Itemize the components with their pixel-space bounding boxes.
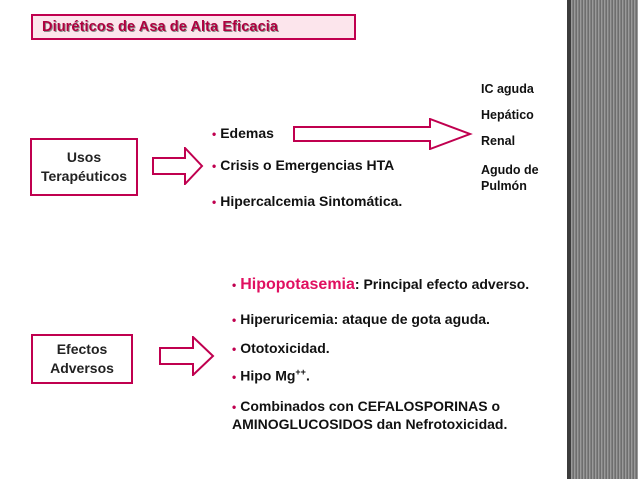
efectos-label-line1: Efectos [56,341,108,357]
efectos-adversos-box [31,334,133,384]
bullet-icon: • [232,278,237,292]
bullet-icon: • [212,195,217,209]
usos-arrow-icon [152,147,204,185]
efecto-combinados-line2: AMINOGLUCOSIDOS dan Nefrotoxicidad. [232,416,508,432]
usos-item-edemas: • Edemas [212,125,274,141]
edemas-arrow-icon [293,118,473,150]
bullet-icon: • [212,127,217,141]
efectos-label-line2: Adversos [50,360,114,376]
efecto-hipopotasemia: • Hipopotasemia: Principal efecto adverso. [232,276,530,293]
efecto-ototoxicidad: • Ototoxicidad. [232,340,330,356]
bullet-icon: • [212,159,217,173]
cause-hepatico: Hepático [481,108,534,122]
title-box [31,14,356,40]
efecto-combinados-line1: • Combinados con CEFALOSPORINAS o [232,398,500,414]
efectos-arrow-icon [159,336,215,376]
bullet-icon: • [232,313,237,327]
bullet-icon: • [232,342,237,356]
efecto-hipo-mg: • Hipo Mg++. [232,367,310,384]
cause-renal: Renal [481,134,516,148]
bullet-icon: • [232,400,237,414]
slide-title: Diuréticos de Asa de Alta Eficacia [42,19,279,35]
cause-pulmon: Pulmón [481,179,527,193]
decorative-side-stripe [567,0,638,479]
usos-item-crisis: • Crisis o Emergencias HTA [212,157,395,173]
cause-ic-aguda: IC aguda [481,82,534,96]
usos-label-line1: Usos [66,149,102,165]
usos-label-line2: Terapéuticos [40,168,128,184]
efecto-hiperuricemia: • Hiperuricemia: ataque de gota aguda. [232,311,490,327]
cause-agudo-de: Agudo de [481,163,539,177]
usos-item-hipercalcemia: • Hipercalcemia Sintomática. [212,193,403,209]
usos-terapeuticos-box [30,138,138,196]
bullet-icon: • [232,369,237,384]
